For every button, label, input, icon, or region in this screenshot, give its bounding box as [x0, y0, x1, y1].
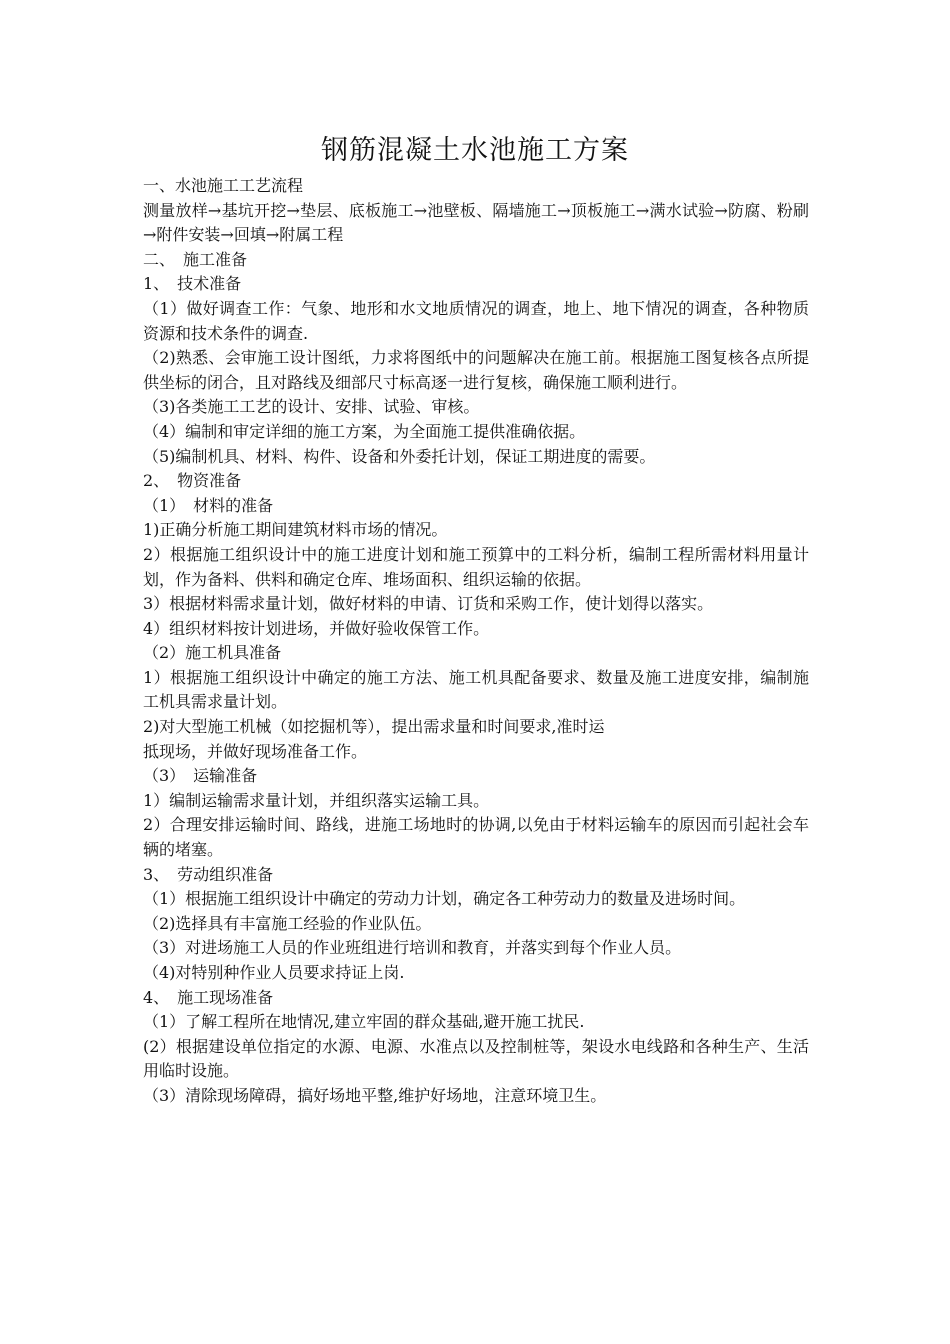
paragraph-equipment-2: 2)对大型施工机械（如挖掘机等），提出需求量和时间要求,准时运 [143, 717, 605, 737]
paragraph-tech-2: （2)熟悉、会审施工设计图纸，力求将图纸中的问题解决在施工前。根据施工图复核各点所提供坐标的闭合，且对路线及细部尺寸标高逐一进行复核，确保施工顺利进行。 [143, 348, 809, 392]
paragraph-site-1: （1）了解工程所在地情况,建立牢固的群众基础,避开施工扰民. [143, 1012, 585, 1032]
paragraph-equipment-2-cont: 抵现场，并做好现场准备工作。 [143, 741, 368, 761]
paragraph-material-3: 3）根据材料需求量计划，做好材料的申请、订货和采购工作，使计划得以落实。 [143, 594, 714, 614]
paragraph-labor-4: （4)对特别种作业人员要求持证上岗. [143, 963, 405, 982]
paragraph-material-1: 1)正确分析施工期间建筑材料市场的情况。 [143, 520, 448, 540]
paragraph-process-flow: 测量放样→基坑开挖→垫层、底板施工→池壁板、隔墙施工→顶板施工→满水试验→防腐、粉刷→附件安装→回填→附属工程 [143, 200, 809, 245]
paragraph-site-3: （3）清除现场障碍，搞好场地平整,维护好场地，注意环境卫生。 [143, 1085, 607, 1105]
item-heading-equipment-prep: （2）施工机具准备 [143, 643, 282, 663]
paragraph-labor-1: （1）根据施工组织设计中确定的劳动力计划，确定各工种劳动力的数量及进场时间。 [143, 889, 746, 909]
item-heading-transport-prep: （3） 运输准备 [143, 766, 258, 786]
paragraph-site-2: (2）根据建设单位指定的水源、电源、水准点以及控制桩等，架设水电线路和各种生产、生活用临时设施。 [143, 1036, 809, 1081]
section-heading-preparation: 二、 施工准备 [143, 249, 248, 269]
paragraph-labor-3: （3）对进场施工人员的作业班组进行培训和教育，并落实到每个作业人员。 [143, 938, 682, 958]
paragraph-tech-3: （3)各类施工工艺的设计、安排、试验、审核。 [143, 397, 480, 417]
paragraph-tech-5: （5)编制机具、材料、构件、设备和外委托计划，保证工期进度的需要。 [143, 446, 656, 466]
subsection-heading-technical: 1、 技术准备 [143, 274, 242, 294]
subsection-heading-labor: 3、 劳动组织准备 [143, 864, 274, 884]
document-body [143, 174, 809, 1109]
paragraph-material-2: 2）根据施工组织设计中的施工进度计划和施工预算中的工料分析，编制工程所需材料用量计划，作为备料、供料和确定仓库、堆场面积、组织运输的依据。 [143, 544, 809, 589]
paragraph-material-4: 4）组织材料按计划进场，并做好验收保管工作。 [143, 618, 490, 638]
paragraph-transport-1: 1）编制运输需求量计划，并组织落实运输工具。 [143, 790, 490, 810]
subsection-heading-materials: 2、 物资准备 [143, 471, 242, 491]
paragraph-tech-4: （4）编制和审定详细的施工方案，为全面施工提供准确依据。 [143, 421, 586, 441]
paragraph-transport-2: 2）合理安排运输时间、路线，进施工场地时的协调,以免由于材料运输车的原因而引起社会车辆的堵塞。 [143, 815, 809, 860]
section-heading-process: 一、水池施工工艺流程 [143, 176, 304, 195]
subsection-heading-site: 4、 施工现场准备 [143, 987, 274, 1007]
item-heading-material-prep: （1） 材料的准备 [143, 495, 274, 515]
paragraph-equipment-1: 1）根据施工组织设计中确定的施工方法、施工机具配备要求、数量及施工进度安排，编制施工机具需求量计划。 [143, 667, 809, 712]
paragraph-labor-2: （2)选择具有丰富施工经验的作业队伍。 [143, 913, 432, 933]
paragraph-tech-1: （1）做好调查工作：气象、地形和水文地质情况的调查，地上、地下情况的调查，各种物质资源和技术条件的调查. [143, 298, 809, 343]
document-title: 钢筋混凝土水池施工方案 [321, 135, 629, 166]
